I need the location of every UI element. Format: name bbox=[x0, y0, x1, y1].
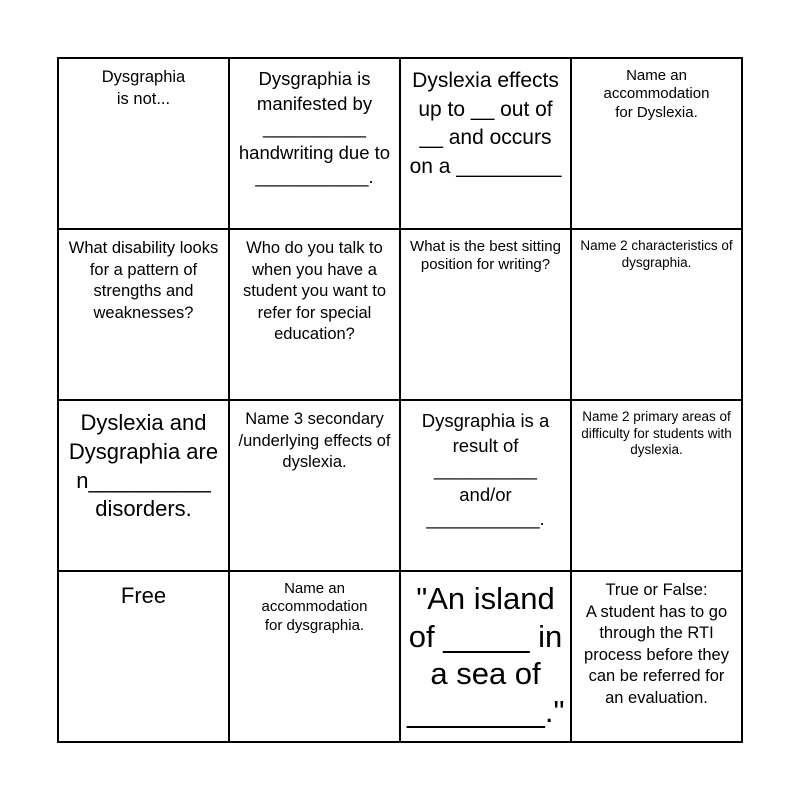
cell-text: What disability looks for a pattern of strengths and weaknesses? bbox=[68, 239, 219, 322]
bingo-cell[interactable] bbox=[230, 401, 401, 572]
bingo-cell[interactable] bbox=[401, 59, 572, 230]
bingo-cell[interactable] bbox=[230, 572, 401, 743]
cell-text: Dyslexia and Dysgraphia are n__________ disorders. bbox=[68, 410, 219, 522]
bingo-cell[interactable] bbox=[401, 572, 572, 743]
cell-text: True or False: A student has to go through the RTI process before they can be referred for an evaluation. bbox=[584, 581, 729, 707]
bingo-cell[interactable] bbox=[59, 230, 230, 401]
free-label: Free bbox=[120, 583, 167, 608]
cell-text: Name 3 secondary /underlying effects of dyslexia. bbox=[238, 410, 391, 471]
cell-text: What is the best sitting position for writing? bbox=[410, 238, 561, 274]
bingo-cell[interactable] bbox=[572, 401, 743, 572]
bingo-cell[interactable] bbox=[572, 230, 743, 401]
bingo-cell[interactable] bbox=[230, 59, 401, 230]
bingo-cell[interactable] bbox=[230, 230, 401, 401]
cell-text: Dysgraphia is a result of __________ and/or ___________. bbox=[421, 410, 550, 529]
cell-text: Dysgraphia is manifested by __________ handwriting due to ___________. bbox=[238, 68, 391, 187]
bingo-cell[interactable] bbox=[401, 401, 572, 572]
bingo-cell[interactable] bbox=[572, 572, 743, 743]
cell-text: Name 2 primary areas of difficulty for students with dyslexia. bbox=[581, 409, 732, 457]
free-space-cell[interactable] bbox=[59, 572, 230, 743]
cell-text: Name an accommodation for dysgraphia. bbox=[261, 580, 368, 634]
cell-text: Dyslexia effects up to __ out of __ and occurs on a _________ bbox=[409, 69, 562, 178]
bingo-cell[interactable] bbox=[572, 59, 743, 230]
bingo-cell[interactable] bbox=[401, 230, 572, 401]
bingo-board bbox=[57, 57, 743, 743]
cell-text: Name an accommodation for Dyslexia. bbox=[603, 67, 710, 121]
cell-text: Dysgraphia is not... bbox=[101, 68, 186, 108]
cell-text: Who do you talk to when you have a student you want to refer for special education? bbox=[242, 239, 387, 343]
cell-text: "An island of _____ in a sea of ________." bbox=[407, 581, 565, 729]
bingo-cell[interactable] bbox=[59, 59, 230, 230]
bingo-cell[interactable] bbox=[59, 401, 230, 572]
cell-text: Name 2 characteristics of dysgraphia. bbox=[580, 238, 733, 270]
